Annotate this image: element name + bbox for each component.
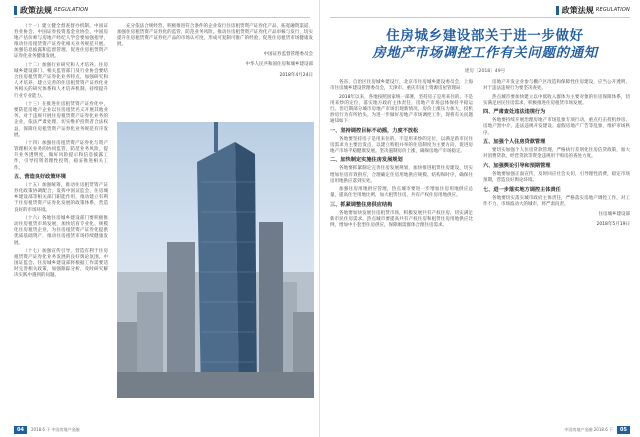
section-heading: 七、进一步落实地方调控主体责任 bbox=[483, 186, 561, 193]
body-paragraph: （十三）在推进住房租赁资产证券化中，要防范房地产企业以住房租赁名义开展其他业务。对于违规开展住房租赁资产证券化业务的企业，依法严肃处理，切实维护投资者合法权益，保障住房租赁资产证券化业务规范有序发展。 bbox=[14, 102, 108, 138]
right-issue-label: 中国房地产金融 2018.6 下 bbox=[564, 427, 614, 432]
right-section-title: 政策法规 bbox=[561, 5, 594, 15]
signature-line: 2018年4月24日 bbox=[279, 72, 313, 78]
body-paragraph: 充分依法合规经营，积极推进符合条件的企业发行住房租赁资产证券化产品，拓宽融资渠道，加强住房租赁资产证券化的监管，防范业务风险。推动住房租赁资产证券化产品审核与发行，切实提升住房租赁资产证券化产品的市场认可度，形成可复制可推广的经验，促进住房租赁市场健康发展。 bbox=[117, 24, 313, 48]
section-heading: 六、加强舆论引导和预期管理 bbox=[483, 162, 551, 169]
left-section-subtitle: REGULATION bbox=[54, 7, 89, 13]
body-paragraph: 各地要坚持房子是用来住的、不是用来炒的定位，以满足新市民住房需求为主要出发点，以建立购租并举的住房制度为主要方向，促进房地产市场平稳健康发展。坚决遏制房价上涨，确保房地产市场稳定。 bbox=[330, 136, 473, 154]
left-column-2 bbox=[117, 24, 313, 81]
header-divider bbox=[330, 17, 630, 18]
body-paragraph: 各地要持续开展治理房地产市场乱象专项行动，重点打击投机炒房、房地产黑中介、违法违规开发建设、虚假房地产广告等乱象，维护市场秩序。 bbox=[483, 118, 630, 136]
document-number: 建房〔2018〕49号 bbox=[464, 69, 506, 74]
left-section-title: 政策法规 bbox=[20, 5, 52, 15]
right-section-subtitle: REGULATION bbox=[595, 7, 630, 13]
left-issue-label: 2018.6 下 中国房地产金融 bbox=[30, 427, 80, 432]
left-footer bbox=[14, 426, 80, 434]
signature-line: 住房城乡建设部 bbox=[598, 211, 630, 217]
section-heading: 三、抓紧调整住房供应结构 bbox=[330, 201, 393, 208]
section-heading: 五、营造良好政策环境 bbox=[14, 174, 66, 181]
body-paragraph: 各地要加强正面宣传，及时回应社会关切，引导理性消费，稳定市场预期，营造良好舆论环境。 bbox=[483, 171, 630, 183]
article-title-line-1: 住房城乡建设部关于进一步做好 bbox=[386, 28, 584, 44]
body-paragraph: 各地要加快发展住房租赁市场，积极发展共有产权住房，切实满足新市民住房需求。热点城市要提高共有产权住房和租赁住房用地供应比例，增加中小套型住房供应，保障刚需群体合理住房需求。 bbox=[330, 210, 473, 229]
body-paragraph: 各地要切实落实城市政府主体责任，严格落实房地产调控工作，对工作不力、市场波动大的城市，将严肃问责。 bbox=[483, 195, 630, 207]
skyscraper-photo bbox=[117, 122, 314, 398]
signature-line: 2018年5月19日 bbox=[596, 221, 630, 227]
section-heading: 五、加强个人住房贷款管理 bbox=[483, 139, 546, 146]
right-column-1 bbox=[330, 80, 473, 232]
section-heading: 二、加快制定实施住房发展规划 bbox=[330, 157, 403, 164]
body-paragraph: （十七）加强宣传引导，营造有利于住房租赁资产证券化业务发展的良好舆论氛围。中国证监会、住房城乡建设部将根据工作需要适时完善相关政策，加强跟踪分析，及时研究解决实践中遇到的问题。 bbox=[14, 249, 108, 279]
right-column-2 bbox=[483, 80, 630, 230]
header-divider bbox=[14, 17, 310, 18]
article-title bbox=[350, 28, 620, 62]
body-paragraph: （十一）建立健全督查督办机制。中国证券业协会、中国证券投资基金业协会、中国房地产估价师与房地产经纪人学会要加强指导，推动住房租赁资产证券化相关业务规范开展。加强信息披露和监督管理，促进住房租赁资产证券化业务健康发展。 bbox=[14, 24, 108, 60]
header-accent-bar bbox=[14, 6, 17, 15]
right-section-header bbox=[556, 4, 630, 16]
body-paragraph: （十六）各地住房城乡建设部门要积极推动住房租赁市场发展，加快培育专业化、规模化住房租赁企业，为住房租赁资产证券化提供优质基础资产，推动住房租赁市场持续健康发展。 bbox=[14, 216, 108, 246]
left-column-1 bbox=[14, 24, 108, 282]
body-paragraph: （十二）加强行业研究和人才培养。住房城乡建设部门、相关监管部门及行业协会要结合住房租赁资产证券化业务特点，加强研究和人才培养，建立完善的住房租赁资产证券化业务相关的研究体系和人才培养机制，持续提升行业专业能力。 bbox=[14, 63, 108, 99]
left-page-number: 04 bbox=[14, 426, 27, 434]
right-page bbox=[320, 0, 640, 437]
body-paragraph: 热点城市要加快建立以中低收入群体为主要对象的住房保障体系，切实满足居民住房需求，积极推进住房租赁市场发展。 bbox=[483, 94, 630, 106]
signature-line: 中华人民共和国住房和城乡建设部 bbox=[245, 62, 313, 68]
header-accent-bar bbox=[556, 6, 559, 15]
body-paragraph: 要切实加强个人住房贷款管理，严格执行差别化住房信贷政策，加大对消费贷款、经营贷款等资金违规用于购房的查处力度。 bbox=[483, 148, 630, 160]
skyscraper-illustration bbox=[117, 122, 314, 398]
section-heading: 四、严肃查处违法违规行为 bbox=[483, 109, 546, 116]
right-footer bbox=[564, 426, 630, 434]
signature-line: 中国证券监督管理委员会 bbox=[263, 52, 313, 58]
body-paragraph: 加强住房用地供应管理，热点城市要进一步增加住房用地供应总量，提高住宅用地比例，加大租赁住房、共有产权住房用地供应。 bbox=[330, 187, 473, 199]
body-paragraph: 各地要抓紧制定完善住房发展规划，加快推进租赁住房建设，切实增加住房有效供应，合理确定住房用地供应规模、结构和时序，确保住房用地供应落到实处。 bbox=[330, 166, 473, 184]
left-section-header bbox=[14, 4, 88, 16]
body-paragraph: （十四）加强住房租赁资产证券化与资产管理相关业务的协同监管，防范业务风险，提升业务透明度，做好风险提示和信息披露工作，引导投资者理性投资，稳妥推进相关工作。 bbox=[14, 141, 108, 171]
body-paragraph: 各省、自治区住房城乡建设厅，北京市住房城乡建设委员会，上海市住房城乡建设管理委员会，天津市、重庆市国土资源房屋管理局： bbox=[330, 80, 473, 92]
right-page-number: 05 bbox=[617, 426, 630, 434]
body-paragraph: 房地产开发企业参与棚户区改造和保障性住房建设，应当公开透明，对于违法违规行为要坚决查处。 bbox=[483, 80, 630, 92]
article-title-line-2: 房地产市场调控工作有关问题的通知 bbox=[372, 45, 598, 61]
body-paragraph: （十五）加强统筹，推动住房租赁资产证券化政策协调配合，发挥中国证监会、住房城乡建设部等相关部门职能作用，推动建立有利于住房租赁资产证券化发展的政策体系，营造良好的市场环境。 bbox=[14, 183, 108, 213]
body-paragraph: 2018年以来，各地按照国家统一部署，坚持房子是用来住的、不是用来炒的定位，落实地方政府主体责任，房地产市场总体保持平稳运行。但近期部分城市房地产市场出现新情况，房价上涨压力加大，投机炒房行为有所抬头。为进一步做好房地产市场调控工作，现将有关问题通知如下： bbox=[330, 94, 473, 125]
section-heading: 一、坚持调控目标不动摇，力度不放松 bbox=[330, 127, 419, 134]
